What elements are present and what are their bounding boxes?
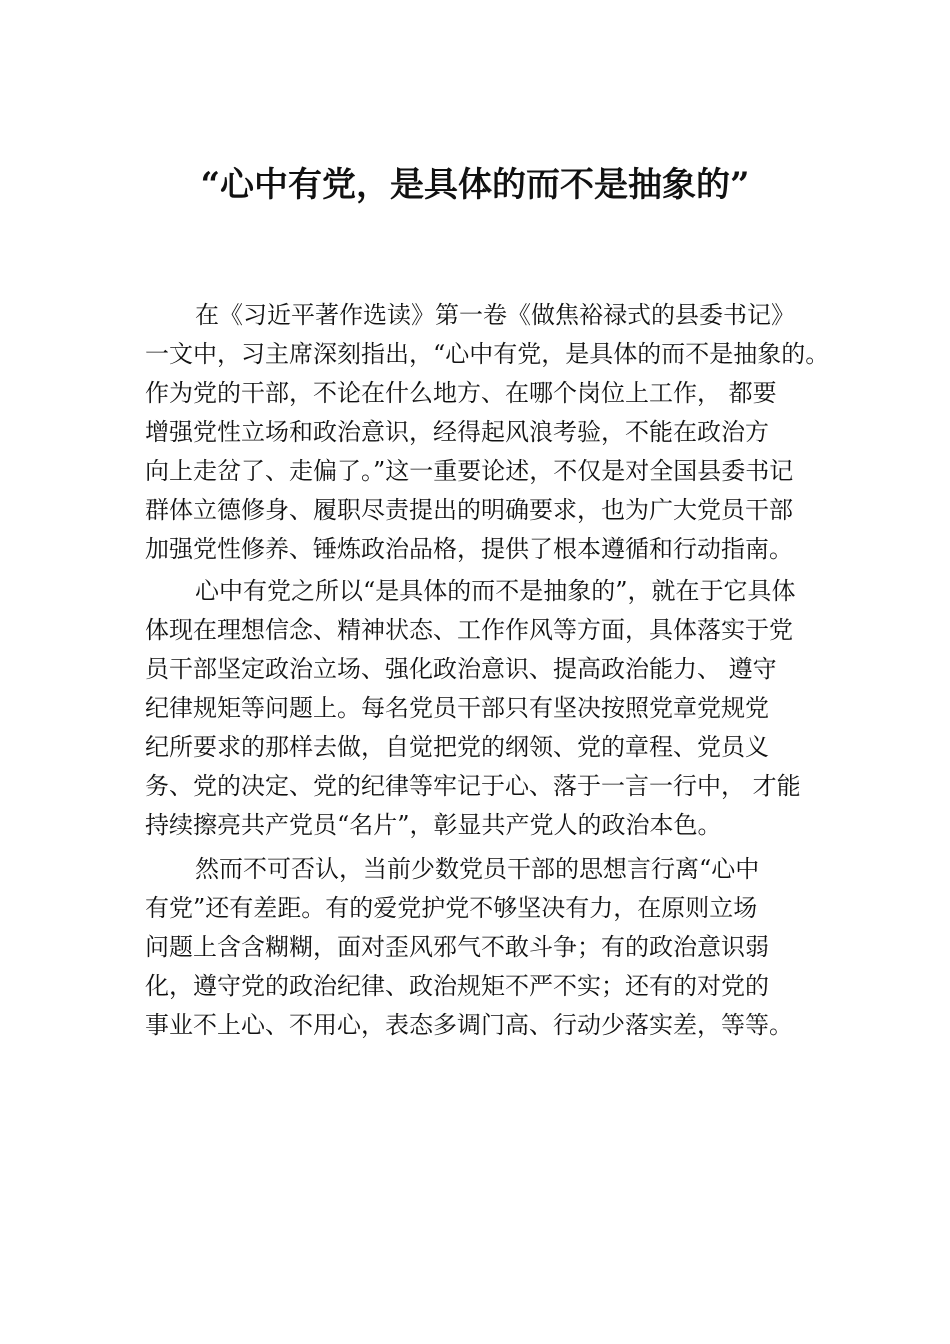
text-line: 群体立德修身、履职尽责提出的明确要求，也为广大党员干部 — [145, 496, 793, 524]
paragraph-2 — [145, 572, 845, 845]
text-line: 增强党性立场和政治意识，经得起风浪考验，不能在政治方 — [145, 418, 769, 446]
paragraph-1 — [145, 296, 845, 569]
text-line: 作为党的干部，不论在什么地方、在哪个岗位上工作， 都要 — [145, 379, 777, 407]
text-line: 心中有党之所以“是具体的而不是抽象的”，就在于它具体 — [195, 577, 796, 605]
text-line: 一文中，习主席深刻指出，“心中有党，是具体的而不是抽象的。 — [145, 340, 830, 368]
text-line: 员干部坚定政治立场、强化政治意识、提高政治能力、 遵守 — [145, 655, 777, 683]
text-line: 事业不上心、不用心，表态多调门高、行动少落实差，等等。 — [145, 1011, 793, 1039]
text-line: 务、党的决定、党的纪律等牢记于心、落于一言一行中， 才能 — [145, 772, 801, 800]
text-line: 纪所要求的那样去做，自觉把党的纲领、党的章程、党员义 — [145, 733, 769, 761]
text-line: 体现在理想信念、精神状态、工作作风等方面，具体落实于党 — [145, 616, 793, 644]
text-line: 然而不可否认，当前少数党员干部的思想言行离“心中 — [195, 855, 760, 883]
text-line: 加强党性修养、锤炼政治品格，提供了根本遵循和行动指南。 — [145, 535, 793, 563]
paragraph-3 — [145, 850, 845, 1045]
text-line: 问题上含含糊糊，面对歪风邪气不敢斗争；有的政治意识弱 — [145, 933, 769, 961]
text-line: 持续擦亮共产党员“名片”，彰显共产党人的政治本色。 — [145, 811, 722, 839]
text-line: 在《习近平著作选读》第一卷《做焦裕禄式的县委书记》 — [195, 301, 795, 329]
text-line: 化，遵守党的政治纪律、政治规矩不严不实；还有的对党的 — [145, 972, 769, 1000]
text-line: 纪律规矩等问题上。每名党员干部只有坚决按照党章党规党 — [145, 694, 769, 722]
document-title: “心中有党，是具体的而不是抽象的” — [200, 165, 750, 205]
text-line: 有党”还有差距。有的爱党护党不够坚决有力，在原则立场 — [145, 894, 758, 922]
text-line: 向上走岔了、走偏了。”这一重要论述，不仅是对全国县委书记 — [145, 457, 794, 485]
